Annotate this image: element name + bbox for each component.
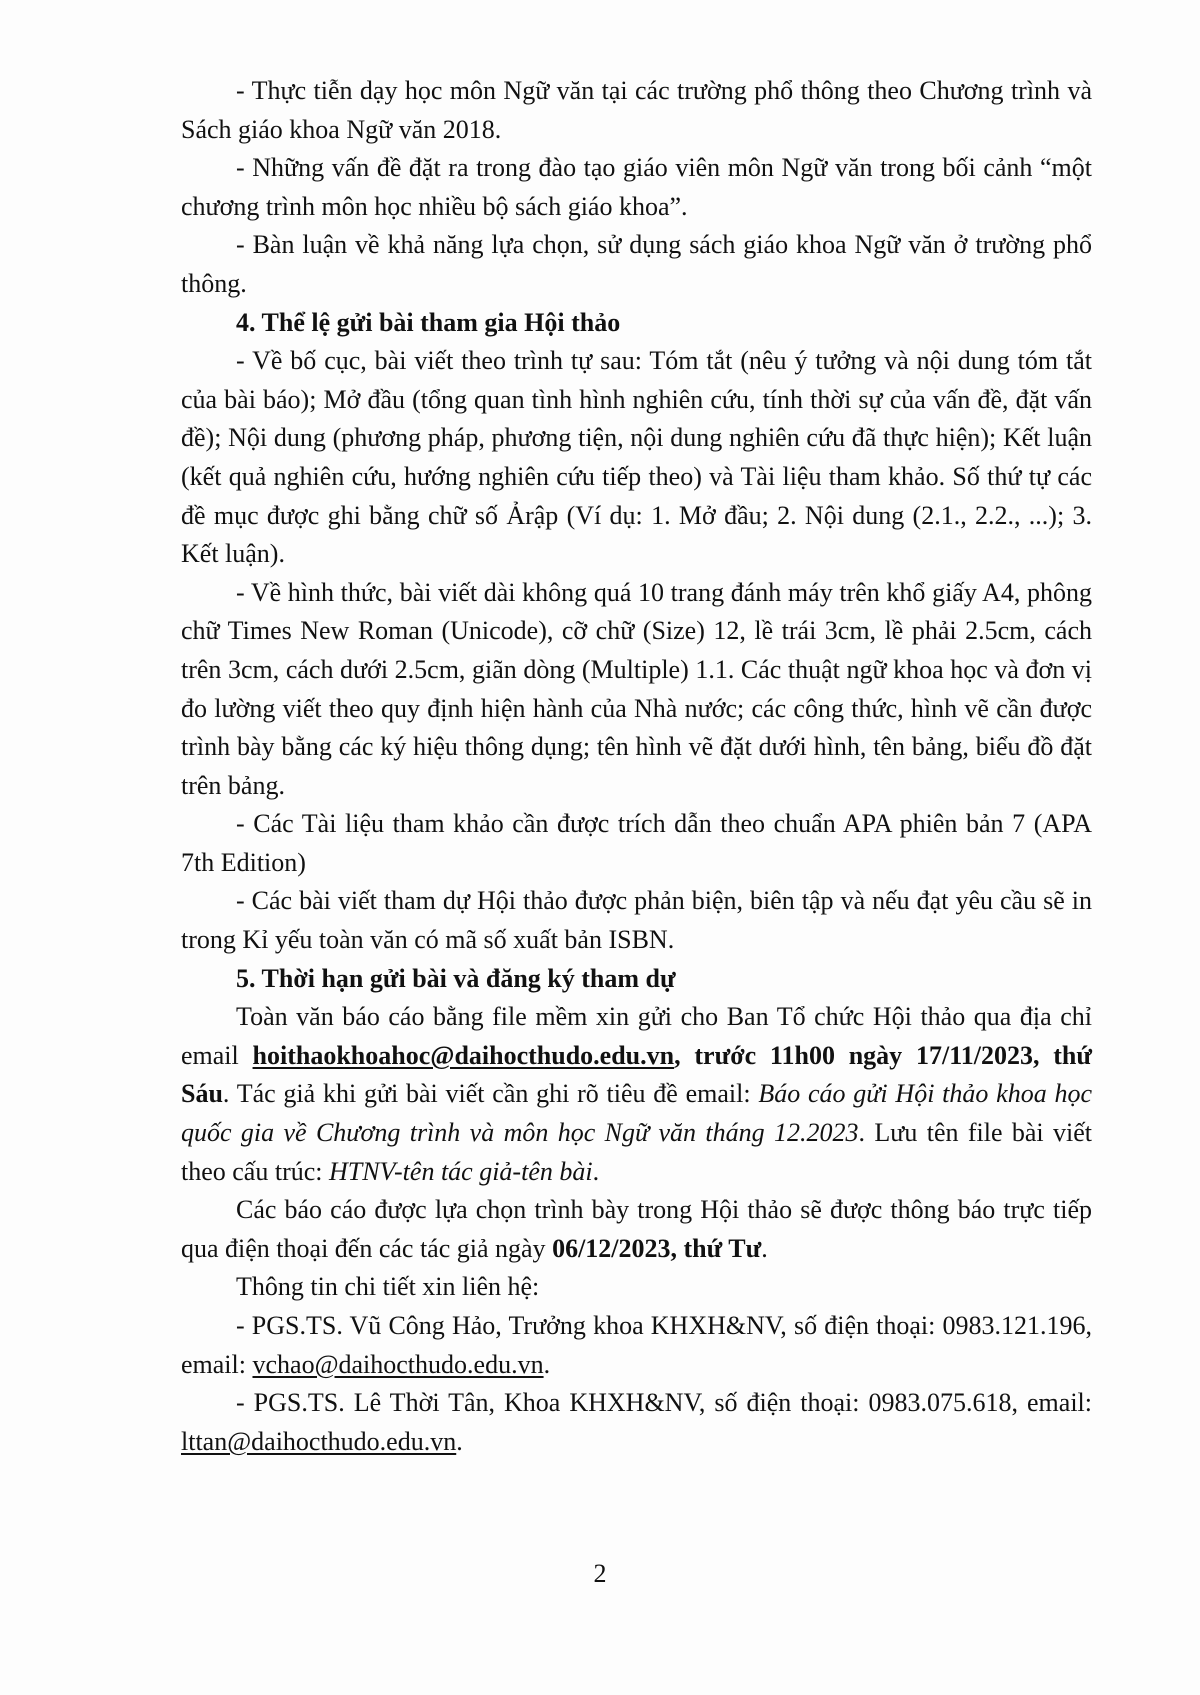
paragraph-contact-2	[181, 1384, 1092, 1461]
deadline-date: , trước 11h00 ngày 17/11/2023, thứ Sáu	[181, 1040, 1092, 1109]
notification-date: 06/12/2023, thứ Tư	[552, 1233, 762, 1263]
paragraph-review-rules: - Các bài viết tham dự Hội thảo được phản biện, biên tập và nếu đạt yêu cầu sẽ in trong Kỉ yếu toàn văn có mã số xuất bản ISBN.	[181, 886, 1092, 955]
deadline-text-1: Toàn văn báo cáo bằng file mềm xin gửi cho Ban Tổ chức Hội thảo qua địa chỉ email	[181, 1002, 1092, 1070]
paragraph-structure-rules: - Về bố cục, bài viết theo trình tự sau: Tóm tắt (nêu ý tưởng và nội dung tóm tắt của bài báo); Mở đầu (tổng quan tình hình nghiên cứu, tính thời sự của vấn đề, đặt vấn đề); Nội dung (phương pháp, phương tiện, nội dung nghiên cứu đã thực hiện); Kết luận (kết quả nghiên cứu, hướng nghiên cứu tiếp theo) và Tài liệu tham khảo. Số thứ tự các đề mục được ghi bằng chữ số Ảrập (Ví dụ: 1. Mở đầu; 2. Nội dung (2.1., 2.2., ...); 3. Kết luận).	[181, 346, 1092, 569]
paragraph-contact-1	[181, 1307, 1092, 1384]
paragraph-teacher-training: - Những vấn đề đặt ra trong đào tạo giáo viên môn Ngữ văn trong bối cảnh “một chương trình môn học nhiều bộ sách giáo khoa”.	[181, 153, 1092, 221]
paragraph-notification	[181, 1191, 1092, 1268]
paragraph-submission-deadline	[181, 998, 1092, 1191]
contact-1-end: .	[543, 1349, 551, 1379]
deadline-text-2: . Tác giả khi gửi bài viết cần ghi rõ tiêu đề email:	[222, 1079, 759, 1109]
paragraph-citation-rules: - Các Tài liệu tham khảo cần được trích dẫn theo chuẩn APA phiên bản 7 (APA 7th Edition)	[181, 809, 1092, 877]
notification-end: .	[761, 1233, 768, 1263]
contact-2-text: - PGS.TS. Lê Thời Tân, Khoa KHXH&NV, số điện thoại: 0983.075.618, email:	[236, 1388, 1092, 1418]
deadline-text-3: . Lưu tên file bài viết theo cấu trúc:	[181, 1118, 1092, 1186]
deadline-text-4: .	[592, 1156, 600, 1186]
contact-1-email-link[interactable]: vchao@daihocthudo.edu.vn	[252, 1349, 544, 1379]
submission-email-link[interactable]: hoithaokhoahoc@daihocthudo.edu.vn	[252, 1040, 675, 1070]
paragraph-practice: - Thực tiễn dạy học môn Ngữ văn tại các trường phổ thông theo Chương trình và Sách giáo khoa Ngữ văn 2018.	[181, 76, 1092, 144]
contact-2-end: .	[456, 1426, 463, 1456]
section-heading-submission-rules: 4. Thể lệ gửi bài tham gia Hội thảo	[236, 307, 621, 337]
section-heading-deadline: 5. Thời hạn gửi bài và đăng ký tham dự	[236, 963, 676, 993]
notification-text: Các báo cáo được lựa chọn trình bày trong Hội thảo sẽ được thông báo trực tiếp qua điện thoại đến các tác giả ngày	[181, 1195, 1092, 1263]
document-body	[181, 72, 1092, 1461]
filename-format: HTNV-tên tác giả-tên bài	[329, 1156, 593, 1186]
paragraph-textbook-choice: - Bàn luận về khả năng lựa chọn, sử dụng sách giáo khoa Ngữ văn ở trường phổ thông.	[181, 230, 1092, 298]
paragraph-contact-intro: Thông tin chi tiết xin liên hệ:	[236, 1272, 540, 1302]
contact-1-text: - PGS.TS. Vũ Công Hảo, Trưởng khoa KHXH&NV, số điện thoại: 0983.121.196, email:	[181, 1311, 1092, 1379]
paragraph-format-rules: - Về hình thức, bài viết dài không quá 10 trang đánh máy trên khổ giấy A4, phông chữ Times New Roman (Unicode), cỡ chữ (Size) 12, lề trái 3cm, lề phải 2.5cm, cách trên 3cm, cách dưới 2.5cm, giãn dòng (Multiple) 1.1. Các thuật ngữ khoa học và đơn vị đo lường viết theo quy định hiện hành của Nhà nước; các công thức, hình vẽ cần được trình bày bằng các ký hiệu thông dụng; tên hình vẽ đặt dưới hình, tên bảng, biểu đồ đặt trên bảng.	[181, 577, 1092, 800]
page-number: 2	[593, 1559, 607, 1588]
email-subject-format: Báo cáo gửi Hội thảo khoa học quốc gia về Chương trình và môn học Ngữ văn tháng 12.2023	[181, 1079, 1092, 1148]
contact-2-email-link[interactable]: lttan@daihocthudo.edu.vn	[181, 1426, 457, 1456]
